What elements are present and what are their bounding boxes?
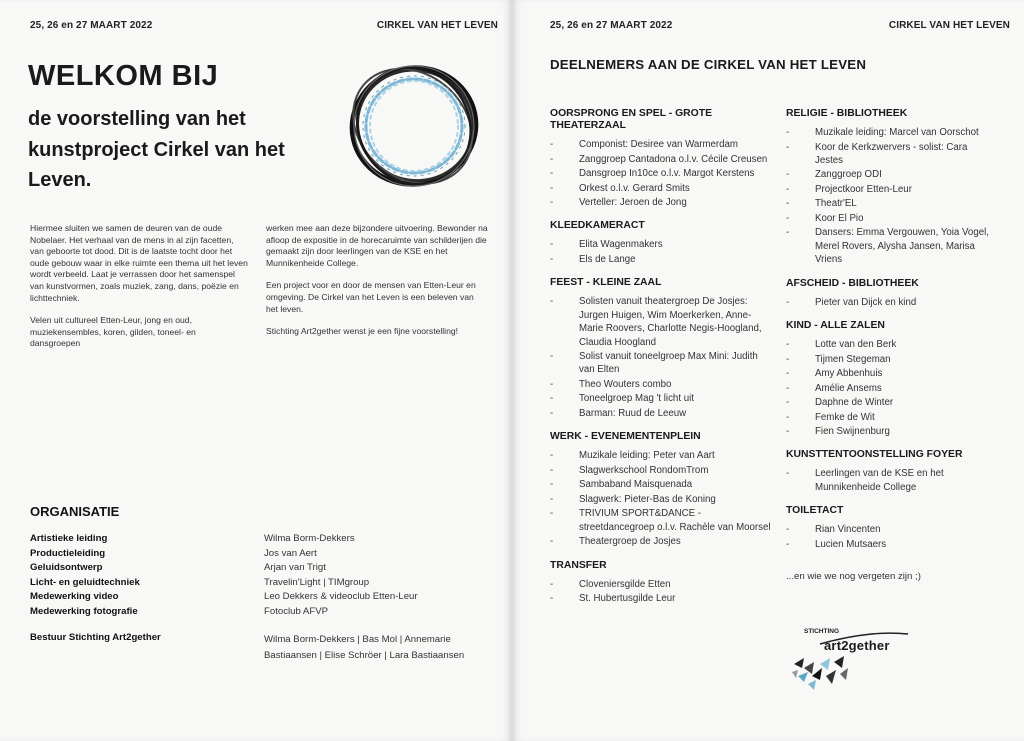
list-item: - Fien Swijnenburg xyxy=(786,425,996,438)
section-heading: OORSPRONG EN SPEL - GROTE THEATERZAAL xyxy=(550,108,713,131)
section-heading: KIND - ALLE ZALEN xyxy=(786,320,885,332)
list-item: - Muzikale leiding: Marcel van Oorschot xyxy=(786,126,996,139)
list-item: - Sambaband Maisquenada xyxy=(550,478,772,491)
participant-section xyxy=(550,431,772,548)
participant-list xyxy=(786,338,996,438)
list-item: - Verteller: Jeroen de Jong xyxy=(550,196,772,209)
intro-paragraph: Hiermee sluiten we samen de deuren van de oude Nobelaer. Het verhaal van de mens in al zijn facetten, van geboorte tot dood. Dit is de laatste tocht door het oude gebouw waar in elke ruimte een thema uit het leven wordt verbeeld. Laat je verrassen door het samenspel van kunstvormen, zoals muziek, zang, dans, poëzie en lichttechniek. xyxy=(30,223,248,303)
list-item: - Barman: Ruud de Leeuw xyxy=(550,407,772,420)
participant-section xyxy=(786,108,996,267)
circle-of-life-image xyxy=(344,56,484,196)
participant-section xyxy=(550,220,772,266)
list-item: - Els de Lange xyxy=(550,253,772,266)
bestuur-role: Bestuur Stichting Art2gether xyxy=(30,632,161,643)
section-heading: FEEST - KLEINE ZAAL xyxy=(550,277,662,289)
list-item: - Pieter van Dijck en kind xyxy=(786,296,996,309)
organisatie-row xyxy=(30,591,500,606)
header-title: CIRKEL VAN HET LEVEN xyxy=(888,20,1010,31)
organisatie-name: Arjan van Trigt xyxy=(264,562,326,574)
section-heading: TOILETACT xyxy=(786,505,844,517)
participant-section xyxy=(550,277,772,420)
list-item: - Lucien Mutsaers xyxy=(786,538,996,551)
intro-paragraph: Een project voor en door de mensen van Etten-Leur en omgeving. De Cirkel van het Leven is een beleven van het leven. xyxy=(266,280,476,314)
list-item: - Toneelgroep Mag 't licht uit xyxy=(550,392,772,405)
list-item: - Amy Abbenhuis xyxy=(786,367,996,380)
organisatie-row xyxy=(30,606,500,621)
list-item: - Elita Wagenmakers xyxy=(550,238,772,251)
organisatie-name: Travelin'Light | TIMgroup xyxy=(264,576,370,588)
logo-brand-text: art2gether xyxy=(824,638,890,653)
header-date: 25, 26 en 27 MAART 2022 xyxy=(30,20,153,31)
header-title: CIRKEL VAN HET LEVEN xyxy=(376,20,498,31)
closing-note: ...en wie we nog vergeten zijn ;) xyxy=(786,571,921,583)
list-item: - Cloveniersgilde Etten xyxy=(550,578,772,591)
participant-list xyxy=(786,523,996,551)
list-item: - Rian Vincenten xyxy=(786,523,996,536)
participant-section xyxy=(786,320,996,438)
section-heading: WERK - EVENEMENTENPLEIN xyxy=(550,431,701,443)
organisatie-name: Leo Dekkers & videoclub Etten-Leur xyxy=(264,591,418,603)
organisatie-role: Geluidsontwerp xyxy=(30,562,103,574)
list-item: - Zanggroep ODI xyxy=(786,168,996,181)
intro-paragraph: werken mee aan deze bijzondere uitvoering. Bewonder na afloop de expositie in de horecaruimte van schilderijen die gemaakt zijn door leerlingen van de KSE en het Munnikenheide College. xyxy=(266,223,488,268)
list-item: - Solisten vanuit theatergroep De Josjes: Jurgen Huigen, Wim Moerkerken, Anne-Marie Roovers, Charlotte Negis-Hoogland, Claudia Hoogland xyxy=(550,295,772,349)
section-heading: RELIGIE - BIBLIOTHEEK xyxy=(786,108,908,119)
organisatie-row xyxy=(30,548,500,563)
section-heading: TRANSFER xyxy=(550,559,607,571)
list-item: - Projectkoor Etten-Leur xyxy=(786,183,996,196)
participant-section xyxy=(550,108,772,209)
organisatie-name: Fotoclub AFVP xyxy=(264,606,328,617)
list-item: - TRIVIUM SPORT&DANCE - streetdancegroep o.l.v. Rachèle van Moorsel xyxy=(550,507,772,534)
list-item: - Koor de Kerkzwervers - solist: Cara Jestes xyxy=(786,141,996,168)
organisatie-role: Licht- en geluidtechniek xyxy=(30,576,140,588)
organisatie-name: Wilma Borm-Dekkers xyxy=(264,533,355,544)
header-date: 25, 26 en 27 MAART 2022 xyxy=(550,20,673,31)
organisatie-row xyxy=(30,562,500,577)
participant-section xyxy=(786,505,996,551)
right-page xyxy=(512,0,1024,741)
organisatie-role: Productieleiding xyxy=(30,547,106,559)
participants-column-right xyxy=(786,108,996,582)
participant-list xyxy=(786,126,996,267)
organisatie-role: Medewerking video xyxy=(30,591,119,603)
intro-column-2 xyxy=(266,223,488,349)
organisatie-name: Jos van Aert xyxy=(264,547,317,559)
art2gether-logo xyxy=(790,624,920,694)
list-item: - Amélie Ansems xyxy=(786,382,996,395)
list-item: - Theo Wouters combo xyxy=(550,378,772,391)
participant-list xyxy=(786,296,996,309)
section-heading: KUNSTTENTOONSTELLING FOYER xyxy=(786,449,963,461)
list-item: - Slagwerk: Pieter-Bas de Koning xyxy=(550,493,772,506)
list-item: - Theatr'EL xyxy=(786,197,996,210)
participant-list xyxy=(786,467,996,494)
list-item: - Dansers: Emma Vergouwen, Yoia Vogel, Merel Rovers, Alysha Jansen, Marisa Vriens xyxy=(786,226,996,266)
participant-list xyxy=(550,578,772,606)
participants-title: DEELNEMERS AAN DE CIRKEL VAN HET LEVEN xyxy=(550,57,867,72)
list-item: - Koor El Pio xyxy=(786,212,996,225)
participant-list xyxy=(550,238,772,266)
list-item: - Daphne de Winter xyxy=(786,396,996,409)
list-item: - Femke de Wit xyxy=(786,411,996,424)
logo-triangles-graphic xyxy=(790,624,920,694)
list-item: - Theatergroep de Josjes xyxy=(550,535,772,548)
list-item: - Lotte van den Berk xyxy=(786,338,996,351)
organisatie-role: Medewerking fotografie xyxy=(30,606,138,617)
list-item: - Zanggroep Cantadona o.l.v. Cécile Creusen xyxy=(550,153,772,166)
list-item: - Solist vanuit toneelgroep Max Mini: Judith van Elten xyxy=(550,350,772,377)
welcome-heading: WELKOM BIJ xyxy=(28,60,219,92)
list-item: - Componist: Desiree van Warmerdam xyxy=(550,138,772,151)
list-item: - Leerlingen van de KSE en het Munnikenheide College xyxy=(786,467,996,494)
participant-list xyxy=(550,295,772,420)
list-item: - Tijmen Stegeman xyxy=(786,353,996,366)
intro-column-1 xyxy=(30,223,248,361)
list-item: - Slagwerkschool RondomTrom xyxy=(550,464,772,477)
list-item: - Orkest o.l.v. Gerard Smits xyxy=(550,182,772,195)
organisatie-row xyxy=(30,533,500,548)
section-heading: KLEEDKAMERACT xyxy=(550,220,645,232)
participant-list xyxy=(550,138,772,209)
section-heading: AFSCHEID - BIBLIOTHEEK xyxy=(786,277,919,289)
participants-column-left xyxy=(550,108,772,617)
bestuur-names: Wilma Borm-Dekkers | Bas Mol | Annemarie Bastiaansen | Elise Schröer | Lara Bastiaansen xyxy=(264,634,465,661)
organisatie-row xyxy=(30,577,500,592)
organisatie-role: Artistieke leiding xyxy=(30,533,108,544)
participant-section xyxy=(550,560,772,606)
list-item: - St. Hubertusgilde Leur xyxy=(550,592,772,605)
list-item: - Muzikale leiding: Peter van Aart xyxy=(550,449,772,462)
intro-paragraph: Stichting Art2gether wenst je een fijne voorstelling! xyxy=(266,326,459,337)
organisatie-heading: ORGANISATIE xyxy=(30,504,120,519)
participant-section xyxy=(786,278,996,309)
logo-stichting-text: STICHTING xyxy=(804,628,840,635)
intro-paragraph: Velen uit cultureel Etten-Leur, jong en oud, muziekensembles, koren, gilden, toneel- en dansgroepen xyxy=(30,315,196,349)
participant-list xyxy=(550,449,772,548)
list-item: - Dansgroep In10ce o.l.v. Margot Kerstens xyxy=(550,167,772,180)
welcome-subtitle: de voorstelling van het kunstproject Cirkel van het Leven. xyxy=(28,108,285,191)
participant-section xyxy=(786,449,996,494)
